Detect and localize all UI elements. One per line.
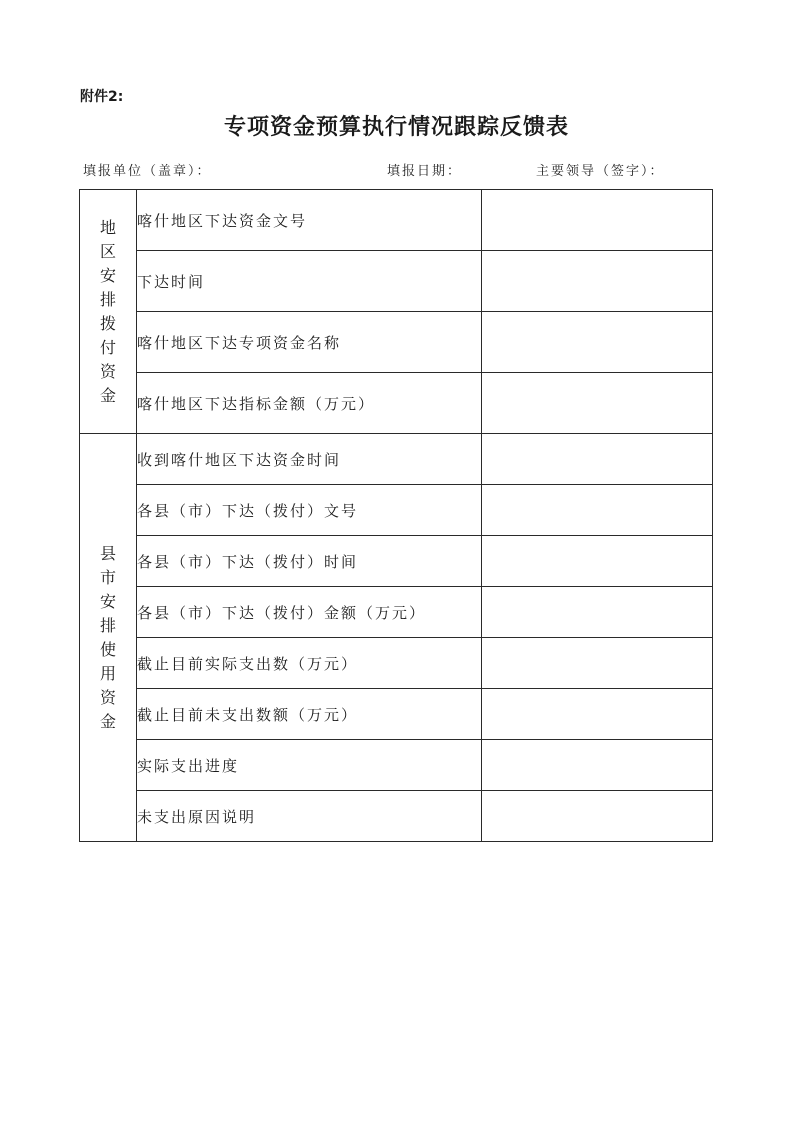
- table-row: [80, 190, 713, 251]
- row-label: 喀什地区下达指标金额（万元）: [137, 373, 482, 434]
- section-header-county: [80, 434, 137, 842]
- section-title: 县市安排使用资金: [99, 543, 116, 731]
- value-cell[interactable]: [482, 190, 713, 251]
- leader-signature-label: 主要领导（签字）：: [536, 164, 665, 179]
- section-title: 地区安排拨付资金: [99, 217, 116, 405]
- value-cell[interactable]: [482, 251, 713, 312]
- value-cell[interactable]: [482, 791, 713, 842]
- table-row: [80, 740, 713, 791]
- table-row: [80, 689, 713, 740]
- value-cell[interactable]: [482, 434, 713, 485]
- row-label: 喀什地区下达专项资金名称: [137, 312, 482, 373]
- section-header-region: [80, 190, 137, 434]
- value-cell[interactable]: [482, 485, 713, 536]
- fill-date-label: 填报日期：: [387, 164, 463, 179]
- value-cell[interactable]: [482, 536, 713, 587]
- table-row: [80, 638, 713, 689]
- value-cell[interactable]: [482, 740, 713, 791]
- attachment-label: 附件2:: [80, 89, 124, 105]
- feedback-table: [79, 189, 713, 842]
- page-title: 专项资金预算执行情况跟踪反馈表: [223, 115, 569, 140]
- row-label: 喀什地区下达资金文号: [137, 190, 482, 251]
- table-row: [80, 251, 713, 312]
- table-row: [80, 312, 713, 373]
- row-label: 收到喀什地区下达资金时间: [137, 434, 482, 485]
- row-label: 各县（市）下达（拨付）文号: [137, 485, 482, 536]
- row-label: 下达时间: [137, 251, 482, 312]
- row-label: 实际支出进度: [137, 740, 482, 791]
- table-row: [80, 791, 713, 842]
- row-label: 各县（市）下达（拨付）时间: [137, 536, 482, 587]
- value-cell[interactable]: [482, 638, 713, 689]
- row-label: 截止目前未支出数额（万元）: [137, 689, 482, 740]
- table-row: [80, 434, 713, 485]
- table-row: [80, 536, 713, 587]
- table-row: [80, 587, 713, 638]
- value-cell[interactable]: [482, 689, 713, 740]
- table-row: [80, 485, 713, 536]
- row-label: 各县（市）下达（拨付）金额（万元）: [137, 587, 482, 638]
- value-cell[interactable]: [482, 312, 713, 373]
- value-cell[interactable]: [482, 587, 713, 638]
- row-label: 截止目前实际支出数（万元）: [137, 638, 482, 689]
- value-cell[interactable]: [482, 373, 713, 434]
- fill-unit-label: 填报单位（盖章）：: [83, 164, 212, 179]
- row-label: 未支出原因说明: [137, 791, 482, 842]
- table-row: [80, 373, 713, 434]
